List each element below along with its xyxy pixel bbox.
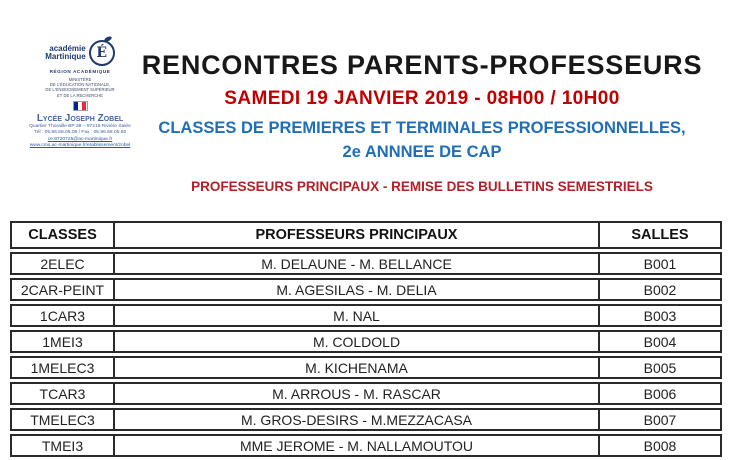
- school-email-link[interactable]: ce.9720725@ac-martinique.fr: [47, 136, 113, 142]
- cell-room: B001: [643, 255, 677, 272]
- cell-teachers: M. AGESILAS - M. DELIA: [115, 280, 600, 299]
- cell-teachers: M. KICHENAMA: [115, 358, 600, 377]
- ministry-line: DE L'ÉDUCATION NATIONALE,: [49, 82, 111, 88]
- academie-logo-text: [45, 45, 85, 61]
- academie-word: académie: [49, 44, 86, 53]
- rooms-table: [10, 221, 722, 460]
- ministry-line: DE L'ENSEIGNEMENT SUPÉRIEUR: [45, 87, 115, 93]
- cell-room: B002: [643, 281, 677, 298]
- school-website-link[interactable]: www.cms.ac-martinique.fr/etablissement/zobel: [29, 143, 131, 149]
- meeting-date-line: SAMEDI 19 JANVIER 2019 - 08H00 / 10H00: [224, 88, 620, 109]
- cell-class: TMEI3: [12, 436, 115, 455]
- cell-teachers: M. NAL: [115, 306, 600, 325]
- school-address: Quartier Thoraille BP 38 – 97215 Rivière Salée: [29, 123, 131, 129]
- table-row: [10, 252, 722, 275]
- table-row: [10, 408, 722, 431]
- cell-class: 2ELEC: [12, 254, 115, 273]
- region-academique-caption: RÉGION ACADÉMIQUE: [49, 69, 111, 74]
- table-header-row: [10, 221, 722, 249]
- cell-room: B008: [643, 437, 677, 454]
- cell-room: B005: [643, 359, 677, 376]
- table-row: [10, 382, 722, 405]
- cell-class: TCAR3: [12, 384, 115, 403]
- e-letter: É: [96, 45, 108, 61]
- ministry-line: MINISTÈRE: [68, 77, 92, 82]
- table-header-classes: CLASSES: [12, 223, 115, 247]
- cell-class: TMELEC3: [12, 410, 115, 429]
- french-flag-icon: [73, 101, 88, 111]
- cell-class: 2CAR-PEINT: [12, 280, 115, 299]
- cell-class: 1CAR3: [12, 306, 115, 325]
- table-row: [10, 278, 722, 301]
- cell-teachers: M. ARROUS - M. RASCAR: [115, 384, 600, 403]
- page-title: RENCONTRES PARENTS-PROFESSEURS: [141, 50, 703, 80]
- classes-line-2: 2e ANNNEE DE CAP: [342, 143, 502, 161]
- document-headings: [118, 50, 726, 194]
- academie-e-icon: [89, 40, 115, 66]
- cell-teachers: MME JEROME - M. NALLAMOUTOU: [115, 436, 600, 455]
- cell-room: B003: [643, 307, 677, 324]
- table-row: [10, 304, 722, 327]
- classes-line-1: CLASSES DE PREMIERES ET TERMINALES PROFESSIONNELLES,: [158, 119, 686, 137]
- cell-room: B004: [643, 333, 677, 350]
- martinique-word: Martinique: [45, 52, 86, 61]
- school-phone-fax: Tél : 05.96.68.05.09 / Fax : 05.96.68.05.80: [33, 130, 127, 136]
- cell-room: B006: [643, 385, 677, 402]
- leaf-icon: [103, 35, 112, 42]
- ministry-line: ET DE LA RECHERCHE: [57, 92, 103, 98]
- table-header-salles: SALLES: [631, 227, 689, 243]
- table-row: [10, 330, 722, 353]
- cell-teachers: M. DELAUNE - M. BELLANCE: [115, 254, 600, 273]
- bulletins-subtitle: PROFESSEURS PRINCIPAUX - REMISE DES BULLETINS SEMESTRIELS: [191, 179, 653, 194]
- cell-room: B007: [643, 411, 677, 428]
- table-header-professeurs: PROFESSEURS PRINCIPAUX: [115, 223, 600, 247]
- cell-class: 1MEI3: [12, 332, 115, 351]
- table-row: [10, 356, 722, 379]
- table-row: [10, 434, 722, 457]
- cell-teachers: M. COLDOLD: [115, 332, 600, 351]
- cell-class: 1MELEC3: [12, 358, 115, 377]
- cell-teachers: M. GROS-DESIRS - M.MEZZACASA: [115, 410, 600, 429]
- school-name: Lycée Joseph Zobel: [36, 112, 124, 124]
